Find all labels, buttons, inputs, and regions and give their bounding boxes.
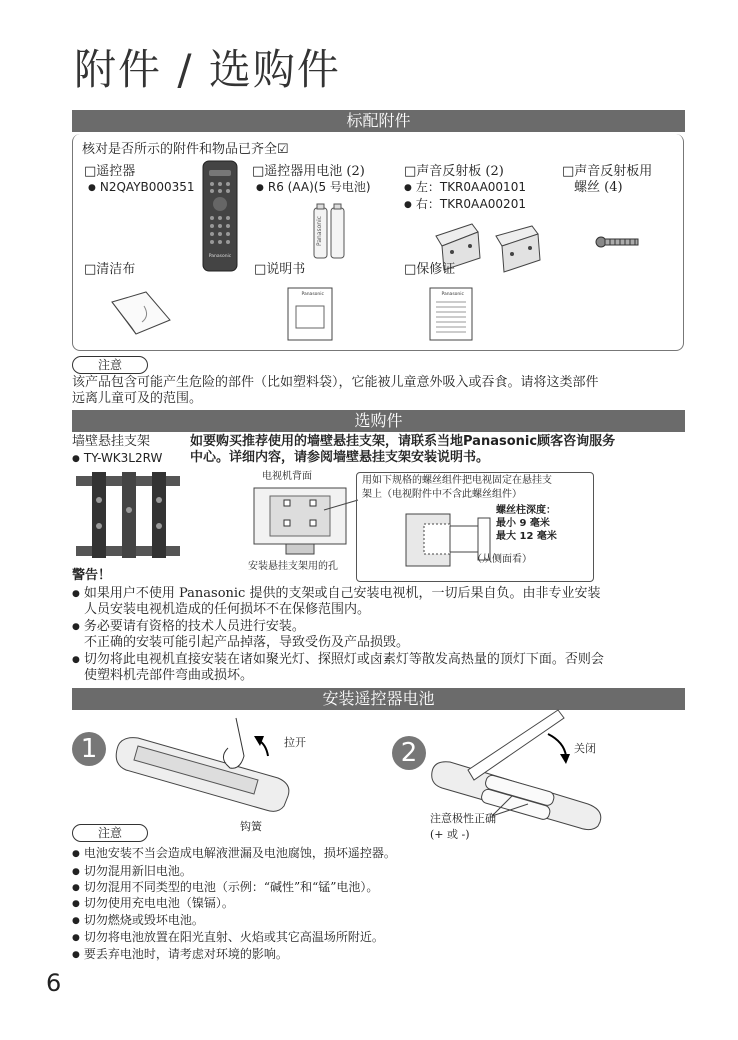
step-1-badge <box>72 732 106 766</box>
warranty-brand: Panasonic <box>441 292 464 297</box>
battery-caution-6-text: 切勿将电池放置在阳光直射、火焰或其它高温场所附近。 <box>83 930 384 944</box>
reflector-left-text: 左：TKR0AA00101 <box>415 180 526 194</box>
bracket-advice-2: 中心。详细内容，请参阅墙壁悬挂支架安装说明书。 <box>190 450 490 465</box>
warning-item-3b: 使塑料机壳部件弯曲或损坏。 <box>84 668 254 683</box>
step-2-number: 2 <box>400 738 418 768</box>
remote-brand: Panasonic <box>208 254 232 259</box>
remote-model-text: N2QAYB000351 <box>99 180 195 194</box>
reflector-left <box>404 180 526 196</box>
caution-tag-2: 注意 <box>72 824 148 842</box>
side-view-label: （从侧面看） <box>472 554 532 565</box>
remote-battery-insert-illustration <box>428 708 608 828</box>
warning-item-2a-text: 务必要请有资格的技术人员进行安装。 <box>83 619 305 634</box>
warning-item-2b: 不正确的安装可能引起产品掉落，导致受伤及产品损毁。 <box>84 635 410 650</box>
battery-model-text: R6 (AA)(5 号电池) <box>267 180 371 194</box>
depth-min: 最小 9 毫米 <box>496 518 550 529</box>
battery-caution-1 <box>72 846 396 862</box>
warning-item-3a-text: 切勿将此电视机直接安装在诸如聚光灯、探照灯或卤素灯等散发高热量的顶灯下面。否则会 <box>83 652 604 667</box>
check-line: 核对是否所示的附件和物品已齐全☑ <box>82 142 289 157</box>
tv-back-label: 电视机背面 <box>262 471 312 482</box>
reflector-right <box>404 197 526 213</box>
depth-max: 最大 12 毫米 <box>496 531 557 542</box>
battery-caution-5-text: 切勿燃烧或毁坏电池。 <box>83 913 204 927</box>
warranty-card-icon <box>428 286 474 342</box>
battery-caution-2-text: 切勿混用新旧电池。 <box>83 864 192 878</box>
manual-brand: Panasonic <box>301 292 324 297</box>
battery-caution-3-text: 切勿混用不同类型的电池（示例：“碱性”和“锰”电池）。 <box>83 880 379 894</box>
battery-caution-7-text: 要丢弃电池时，请考虑对环境的影响。 <box>83 947 288 961</box>
bracket-model-text: TY-WK3L2RW <box>83 451 163 465</box>
warning-item-1b: 人员安装电视机造成的任何损坏不在保修范围内。 <box>84 602 371 617</box>
battery-caution-4 <box>72 896 234 912</box>
cleaning-cloth-icon <box>108 290 174 336</box>
reflector-label: □声音反射板 (2) <box>404 164 504 179</box>
warning-item-1a-text: 如果用户不使用 Panasonic 提供的支架或自己安装电视机，一切后果自负。由非专业安装 <box>83 586 601 601</box>
warning-item-1a <box>72 586 600 602</box>
battery-caution-2 <box>72 864 192 880</box>
battery-caution-6 <box>72 930 384 946</box>
battery-caution-3 <box>72 880 378 896</box>
warning-title: 警告！ <box>72 568 112 583</box>
caution-text-2: 远离儿童可及的范围。 <box>72 391 203 406</box>
polarity-label-1: 注意极性正确 <box>430 812 496 825</box>
screw-icon <box>596 236 640 248</box>
wall-bracket-icon <box>74 470 184 562</box>
caution-text-1: 该产品包含可能产生危险的部件（比如塑料袋），它能被儿童意外吸入或吞食。请将这类部件 <box>72 375 599 390</box>
page-title: 附件 / 选购件 <box>74 45 341 94</box>
step-1-number: 1 <box>80 734 98 764</box>
bracket-model <box>72 451 162 467</box>
depth-title: 螺丝柱深度： <box>496 505 556 516</box>
remote-model <box>88 180 195 196</box>
tv-back-icon <box>252 486 348 556</box>
section-header-standard: 标配附件 <box>72 110 685 132</box>
pull-open-label: 拉开 <box>284 736 306 749</box>
warning-item-2a <box>72 619 305 635</box>
remote-control-icon <box>202 160 238 272</box>
spring-label: 钩簧 <box>240 820 262 833</box>
bracket-title: 墙壁悬挂支架 <box>72 434 151 449</box>
holes-label: 安装悬挂支架用的孔 <box>248 561 338 572</box>
screw-label-2: 螺丝 (4) <box>574 180 623 195</box>
section-header-optional: 选购件 <box>72 410 685 432</box>
battery-model <box>256 180 371 196</box>
bracket-advice-1: 如要购买推荐使用的墙壁悬挂支架，请联系当地Panasonic顾客咨询服务 <box>190 434 616 449</box>
battery-brand: Panasonic <box>316 215 323 246</box>
screw-note-1: 用如下规格的螺丝组件把电视固定在悬挂支 <box>362 475 552 486</box>
warning-item-3a <box>72 652 604 668</box>
battery-caution-1-text: 电池安装不当会造成电解液泄漏及电池腐蚀，损坏遥控器。 <box>83 846 396 860</box>
screw-label-1: □声音反射板用 <box>562 164 653 179</box>
step-2-badge <box>392 736 426 770</box>
screw-note-2: 架上（电视附件中不含此螺丝组件） <box>362 489 522 500</box>
warranty-label: □保修证 <box>404 262 456 277</box>
battery-caution-5 <box>72 913 204 929</box>
manual-label: □说明书 <box>254 262 306 277</box>
battery-icon <box>312 202 346 260</box>
remote-back-open-illustration <box>108 716 298 816</box>
close-label: 关闭 <box>574 742 596 755</box>
caution-tag: 注意 <box>72 356 148 374</box>
cloth-label: □清洁布 <box>84 262 136 277</box>
battery-caution-4-text: 切勿使用充电电池（镍镉）。 <box>83 896 234 910</box>
manual-icon <box>286 286 334 342</box>
reflector-right-text: 右：TKR0AA00201 <box>415 197 526 211</box>
battery-caution-7 <box>72 947 288 963</box>
section-header-battery: 安装遥控器电池 <box>72 688 685 710</box>
page-number: 6 <box>46 969 62 997</box>
remote-label: □遥控器 <box>84 164 136 179</box>
battery-label: □遥控器用电池 (2) <box>252 164 365 179</box>
polarity-label-2: (+ 或 -) <box>430 828 470 841</box>
